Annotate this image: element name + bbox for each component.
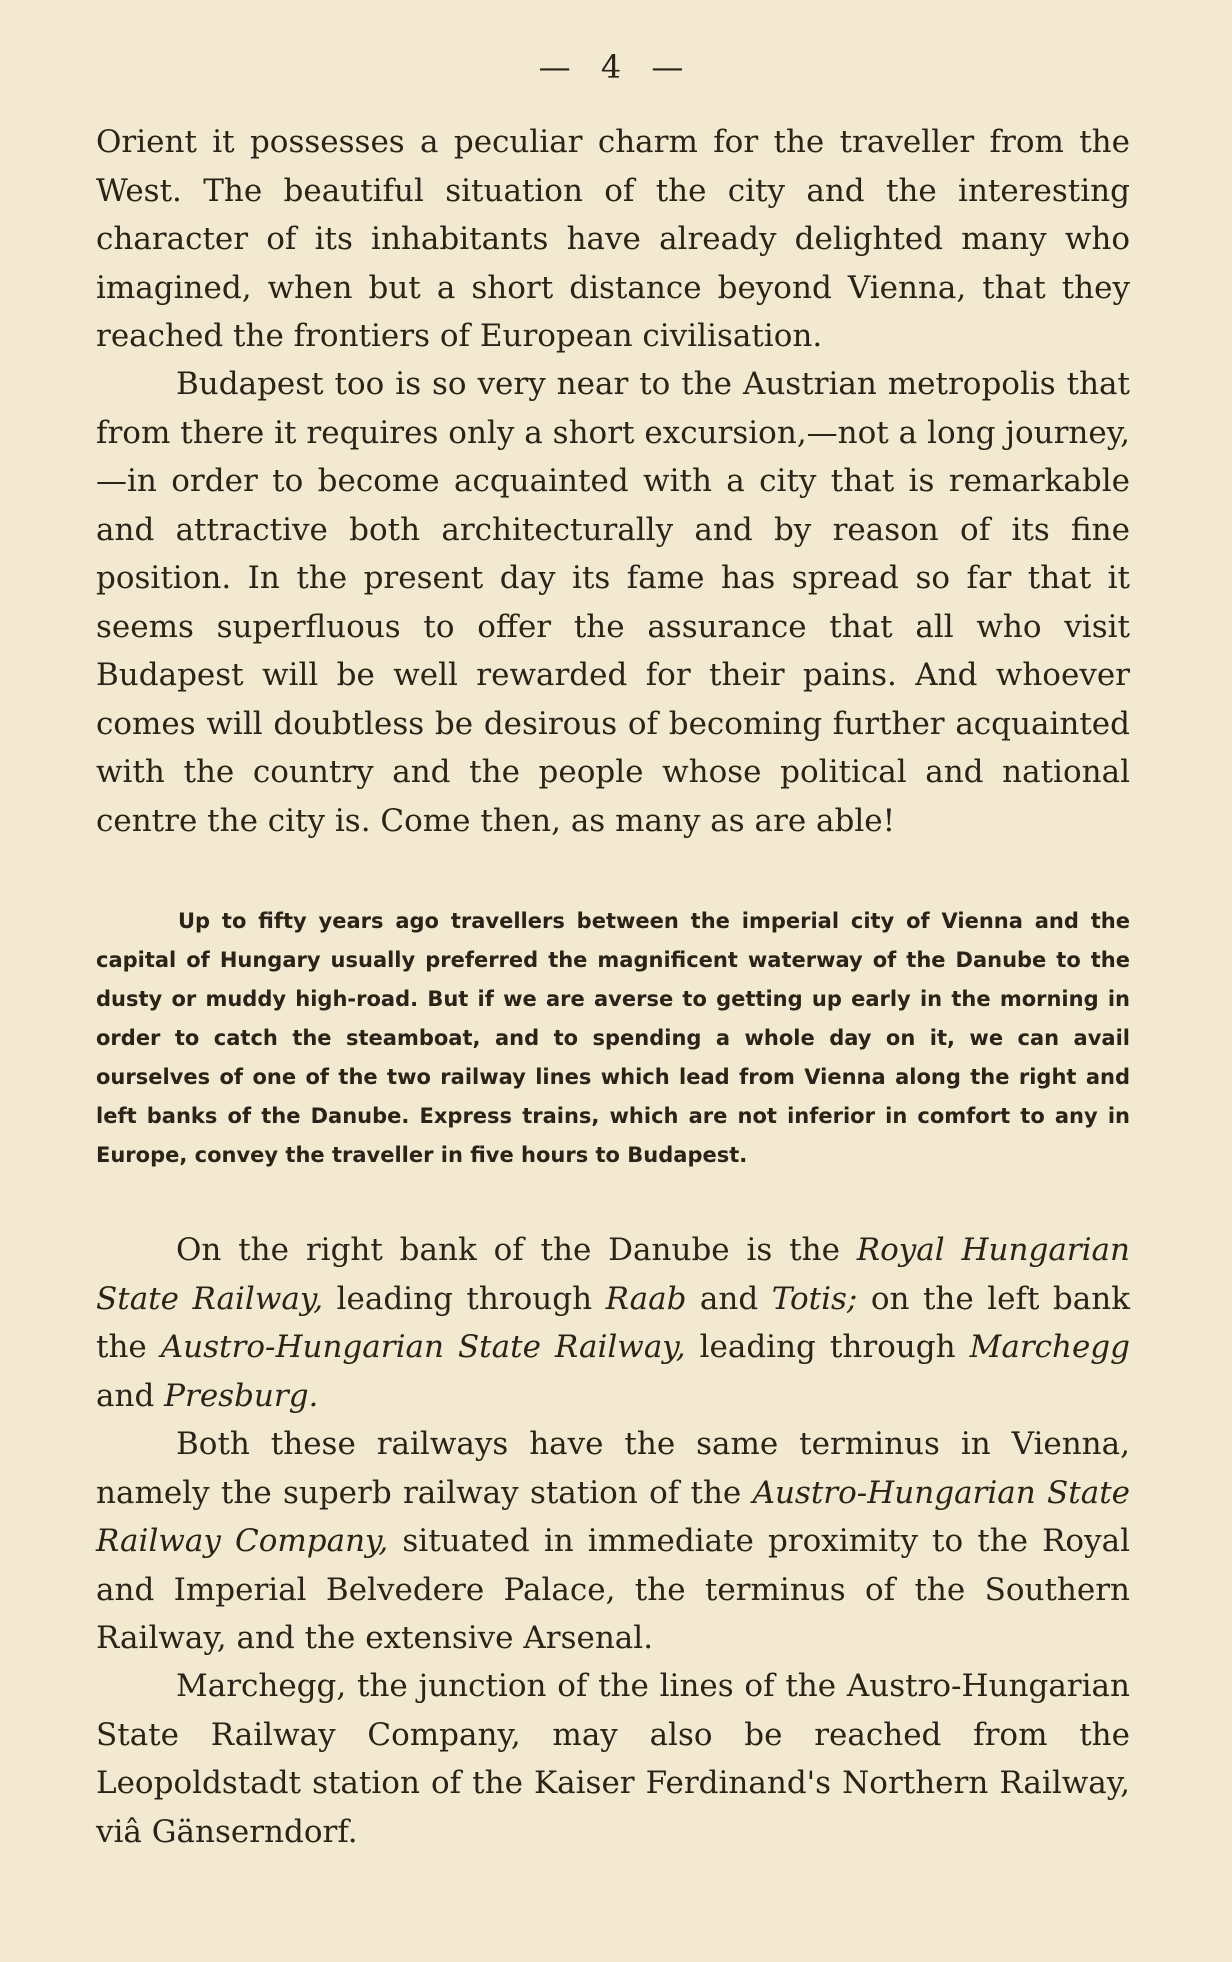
paragraph-terminus-text-2: situated in immediate proximity to the Royal and Imperial Belvedere Palace, the terminus of the Southern Railway, and the extensive Arsenal. xyxy=(96,1523,1130,1656)
paragraph-right-bank-text-5: leading through xyxy=(685,1329,970,1365)
paragraph-terminus-text-1: Both these railways have the same terminus in Vienna, namely the superb railway station of the xyxy=(96,1426,1130,1511)
paragraph-right-bank-text-2: leading through xyxy=(323,1280,606,1317)
paragraph-orient xyxy=(96,118,1130,361)
railway-name-austro-hungarian: Austro-Hungarian State Railway, xyxy=(160,1329,686,1365)
paragraph-terminus xyxy=(96,1420,1130,1663)
paragraph-marchegg-text: Marchegg, the junction of the lines of the Austro-Hungarian State Railway Company, may also be reached from the Leopoldstadt station of the Kaiser Ferdinand's Northern Railway, viâ Gänserndorf. xyxy=(96,1668,1130,1850)
note-paragraph-text: Up to fifty years ago travellers between the imperial city of Vienna and the capital of Hungary usually preferred the magnificent waterway of the Danube to the dusty or muddy high-road. But if we are averse to getting up early in the morning in order to catch the steamboat, and to spending a whole day on it, we can avail ourselves of one of the two railway lines which lead from Vienna along the right and left banks of the Danube. Express trains, which are not inferior in comfort to any in Europe, convey the traveller in five hours to Budapest. xyxy=(96,909,1130,1167)
paragraph-right-bank-text-4: on the left bank the xyxy=(96,1280,1130,1365)
place-presburg: Presburg. xyxy=(164,1377,319,1414)
place-raab: Raab xyxy=(605,1280,687,1317)
railway-name-royal-hungarian: Royal Hungarian State Railway, xyxy=(96,1232,1130,1317)
place-totis: Totis; xyxy=(771,1280,858,1317)
place-marchegg: Marchegg xyxy=(969,1329,1130,1365)
railway-company-name: Austro-Hungarian State Railway Company, xyxy=(96,1474,1130,1559)
paragraph-marchegg xyxy=(96,1662,1130,1856)
paragraph-right-bank xyxy=(96,1226,1130,1420)
note-paragraph-travellers xyxy=(96,902,1130,1175)
paragraph-budapest-text: Budapest too is so very near to the Austrian metropolis that from there it requires only a short excursion,—not a long journey,—in order to become acquainted with a city that is remarkable and attractive both architecturally and by reason of its fine position. In the present day its fame has spread so far that it seems superfluous to offer the assurance that all who visit Budapest will be well rewarded for their pains. And whoever comes will doubtless be desirous of becoming further acquainted with the country and the people whose political and national centre the city is. Come then, as many as are able! xyxy=(96,366,1130,839)
paragraph-budapest xyxy=(96,360,1130,845)
paragraph-orient-text: Orient it possesses a peculiar charm for the traveller from the West. The beautiful situation of the city and the interesting character of its inhabitants have already delighted many who imagined, when but a short distance beyond Vienna, that they reached the frontiers of European civilisation. xyxy=(96,124,1130,354)
paragraph-right-bank-text-3: and xyxy=(686,1280,772,1317)
page-number: — 4 — xyxy=(538,48,694,86)
paragraph-right-bank-text-6: and xyxy=(96,1377,165,1414)
paragraph-right-bank-text-1: On the right bank of the Danube is the xyxy=(176,1232,857,1268)
